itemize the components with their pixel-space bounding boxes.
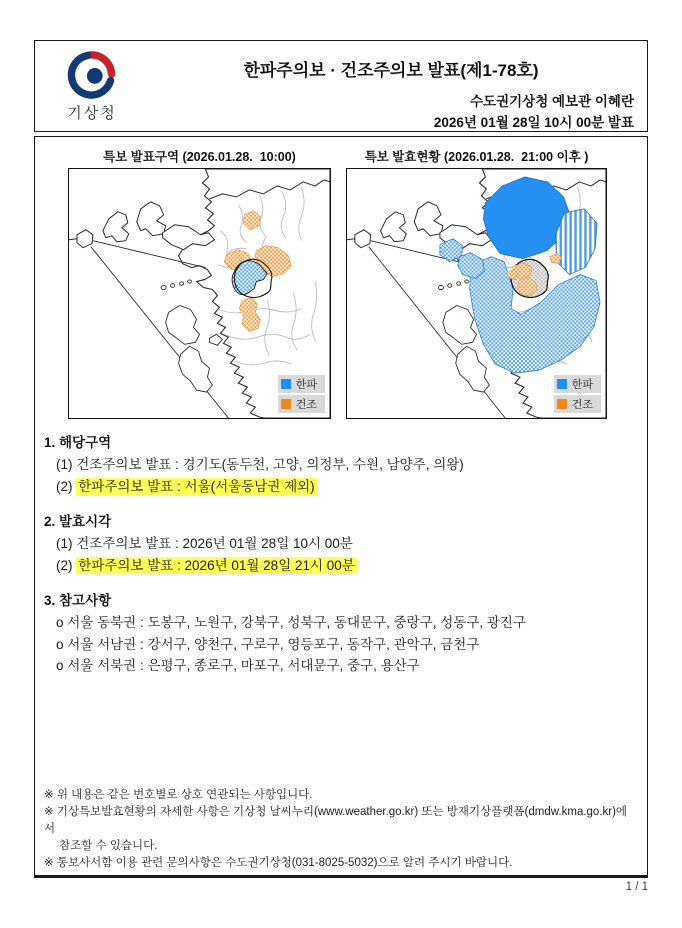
section3-item2: o 서울 서남권 : 강서구, 양천구, 구로구, 영등포구, 동작구, 관악구, 금천구 [56, 636, 480, 652]
legend-cold-label: 한파 [295, 379, 317, 391]
footnote-1: ※ 위 내용은 같은 번호별로 상호 연관되는 사항입니다. [44, 789, 313, 801]
section3-heading: 3. 참고사항 [44, 593, 112, 608]
section2-item2 [56, 555, 638, 577]
legend-dry-row [554, 395, 601, 413]
map-effective-title: 특보 발효현황 (2026.01.28. 21:00 이후 ) [364, 150, 589, 164]
section1-item2 [56, 476, 638, 498]
section3-item1: o 서울 동북권 : 도봉구, 노원구, 강북구, 성북구, 동대문구, 중랑구, 성동구, 광진구 [56, 615, 527, 630]
dry-swatch-icon [557, 399, 567, 409]
legend-cold-row [554, 375, 601, 393]
footnote-2-continued: 참조할 수 있습니다. [59, 840, 158, 852]
highlighted-text: 한파주의보 발표 : 2026년 01월 28일 21시 00분 [78, 557, 355, 573]
section2-heading: 2. 발효시각 [44, 514, 112, 529]
content [34, 136, 648, 878]
map-announced-block [68, 147, 331, 419]
legend-cold-label: 한파 [571, 379, 593, 391]
footnote-3: ※ 통보사서함 이용 관련 문의사항은 수도권기상청(031-8025-5032)으로 알려 주시기 바랍니다. [44, 857, 513, 869]
section2-item1: (1) 건조주의보 발표 : 2026년 01월 28일 10시 00분 [56, 536, 353, 551]
item-number: (2) [56, 557, 77, 573]
item-number: (2) [56, 478, 77, 494]
page-number: 1 / 1 [625, 881, 648, 893]
kma-logo [57, 49, 127, 123]
legend-dry-label: 건조 [571, 399, 593, 411]
section1-heading: 1. 해당구역 [44, 435, 112, 450]
legend-dry-row [278, 395, 325, 413]
agency-name: 기상청 [67, 105, 117, 122]
header [34, 40, 648, 132]
cold-swatch-icon [281, 379, 291, 389]
kma-taegeuk-icon [65, 49, 119, 101]
map-effective [346, 168, 607, 419]
legend-dry-label: 건조 [295, 399, 317, 411]
highlighted-text: 한파주의보 발표 : 서울(서울동남권 제외) [78, 478, 315, 494]
legend-cold-row [278, 375, 325, 393]
footnotes [44, 787, 638, 872]
advisory-details [44, 432, 638, 677]
map-announced-title: 특보 발표구역 (2026.01.28. 10:00) [103, 150, 296, 164]
cold-swatch-icon [557, 379, 567, 389]
section1-item1: (1) 건조주의보 발표 : 경기도(동두천, 고양, 의정부, 수원, 남양주, 의왕) [56, 457, 464, 472]
dry-swatch-icon [281, 399, 291, 409]
footnote-2: ※ 기상특보발효현황의 자세한 사항은 기상청 날씨누리(www.weather.go.kr) 또는 방재기상플랫폼(dmdw.kma.go.kr)에서 [44, 806, 628, 835]
map-effective-block [346, 147, 607, 419]
issue-datetime: 2026년 01월 28일 10시 00분 발표 [433, 115, 634, 130]
section3-item3: o 서울 서북권 : 은평구, 종로구, 마포구, 서대문구, 중구, 용산구 [56, 658, 420, 673]
map-legend [554, 373, 601, 413]
map-legend [278, 373, 325, 413]
map-announced [68, 168, 331, 419]
bulletin-title: 한파주의보 · 건조주의보 발표(제1-78호) [243, 61, 539, 80]
forecaster-name: 수도권기상청 예보관 이혜란 [470, 94, 634, 109]
